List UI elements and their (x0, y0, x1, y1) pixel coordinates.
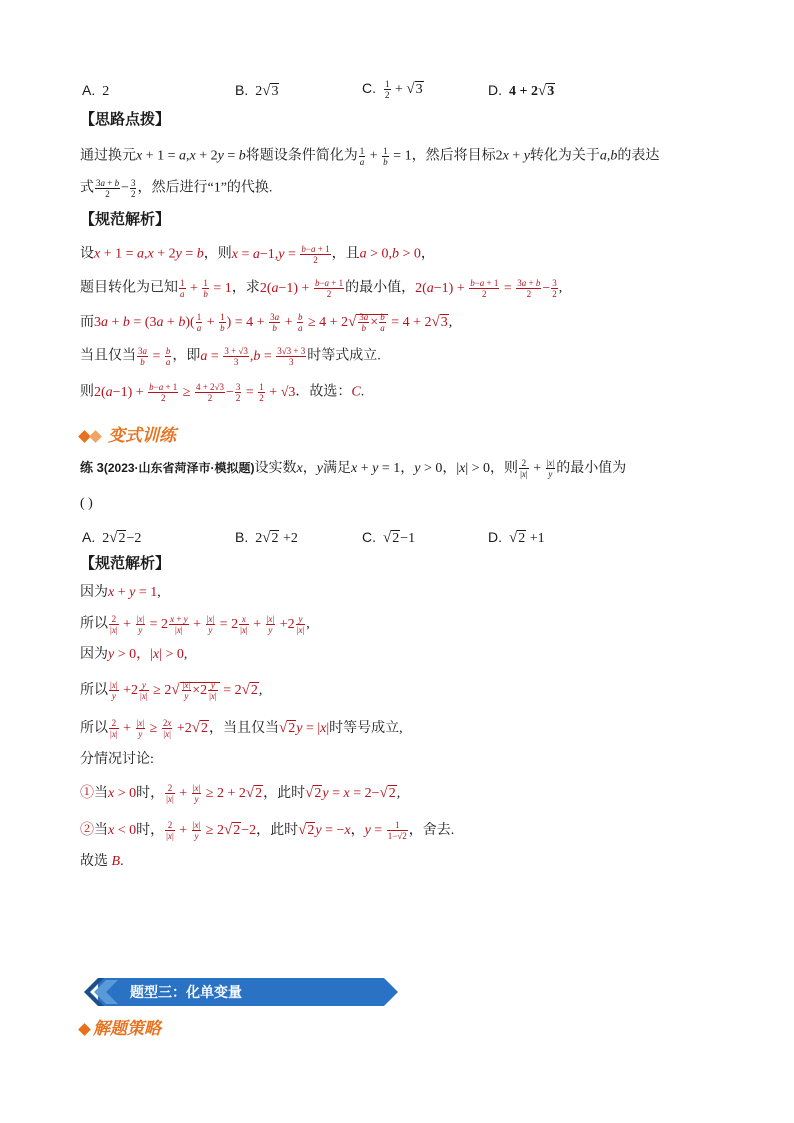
ex-option-c: C. √2−1 (362, 529, 416, 546)
variant-heading: 变式训练 (80, 421, 176, 446)
hint-line-2: 式 $\frac{3a + b}{2}$ − $\frac{3}{2}$ ，然后进行“1”的代换. (80, 178, 273, 199)
solution-heading-1: 【规范解析】 (80, 212, 171, 228)
option-d: D. 4 + 2√3 (488, 82, 555, 99)
solution2-line-3: 因为y > 0，|x| > 0, (80, 647, 188, 662)
ex-option-a: A. 2√2−2 (82, 529, 142, 546)
option-c: C. $\frac{1}{2}$ + √3 (362, 79, 423, 101)
solution-heading-2: 【规范解析】 (80, 556, 171, 572)
exercise-stem: 练 3(2023·山东省菏泽市·模拟题)设实数x，y满足x + y = 1，y > 0，|x| > 0，则 $\frac{2}{|x|}$ + $\frac{|x|}{y}$ 的最小值为 (80, 458, 627, 480)
diamond-icon (78, 1023, 91, 1036)
solution1-line-5: 则2(a−1) + $\frac{b-a + 1}{2}$ ≥ $\frac{4 + 2√3}{2}$ − $\frac{3}{2}$ = $\frac{1}{2}$ + √3．故选：C. (80, 382, 365, 403)
diamond-icon (89, 430, 102, 443)
solution1-line-3: 而3a + b = (3a + b)( $\frac{1}{a}$ + $\frac{1}{b}$ ) = 4 + $\frac{3a}{b}$ + $\frac{b}{a}$ ≥ 4 + 2√ $\frac{3a}{b}$ × $\frac{b}{a}$ = 4 + 2√3, (80, 312, 453, 334)
solution1-line-1: 设x + 1 = a,x + 2y = b，则x = a−1,y = $\frac{b-a + 1}{2}$ ，且a > 0,b > 0， (80, 244, 435, 265)
solution2-line-5: 所以 $\frac{2}{|x|}$ + $\frac{|x|}{y}$ ≥ $\frac{2x}{|x|}$ +2√2，当且仅当√2y = |x|时等号成立, (80, 718, 403, 740)
solution2-line-6: 分情况讨论: (80, 752, 154, 767)
hint-heading: 【思路点拨】 (80, 112, 171, 128)
strategy-heading: 解题策略 (80, 1014, 161, 1039)
exercise-paren: ( ) (80, 496, 93, 511)
solution2-line-7: ①当x > 0时， $\frac{2}{|x|}$ + $\frac{|x|}{y}$ ≥ 2 + 2√2，此时√2y = x = 2−√2, (80, 783, 401, 805)
section-banner-title: 题型三：化单变量 (130, 984, 242, 1000)
option-b: B. 2√3 (235, 82, 279, 99)
option-a: A. 2 (82, 82, 110, 99)
solution2-line-4: 所以 $\frac{|x|}{y}$ +2 $\frac{y}{|x|}$ ≥ 2√ $\frac{|x|}{y}$ ×2 $\frac{y}{|x|}$ = 2√2, (80, 680, 263, 702)
solution2-line-9: 故选 B. (80, 854, 124, 869)
ex-option-b: B. 2√2 +2 (235, 529, 298, 546)
solution2-line-1: 因为x + y = 1, (80, 585, 161, 600)
solution1-line-2: 题目转化为已知 $\frac{1}{a}$ + $\frac{1}{b}$ = 1，求2(a−1) + $\frac{b-a + 1}{2}$ 的最小值，2(a−1) + $\frac{b-a + 1}{2}$ = $\frac{3a + b}{2}$ − $\frac{3}{2}$ , (80, 278, 563, 299)
solution1-line-4: 当且仅当 $\frac{3a}{b}$ = $\frac{b}{a}$ ，即a = $\frac{3 + √3}{3}$ ,b = $\frac{3√3 + 3}{3}$ 时等式成立. (80, 346, 381, 367)
solution2-line-8: ②当x < 0时， $\frac{2}{|x|}$ + $\frac{|x|}{y}$ ≥ 2√2−2，此时√2y = −x，y = $\frac{1}{1-√2}$ ，舍去. (80, 820, 455, 842)
solution2-line-2: 所以 $\frac{2}{|x|}$ + $\frac{|x|}{y}$ = 2 $\frac{x + y}{|x|}$ + $\frac{|x|}{y}$ = 2 $\frac{x}{|x|}$ + $\frac{|x|}{y}$ +2 $\frac{y}{|x|}$ , (80, 614, 310, 635)
hint-line-1: 通过换元x + 1 = a,x + 2y = b将题设条件简化为 $\frac{1}{a}$ + $\frac{1}{b}$ = 1，然后将目标2x + y转化为关于a,b的表达 (80, 146, 660, 167)
ex-option-d: D. √2 +1 (488, 529, 545, 546)
